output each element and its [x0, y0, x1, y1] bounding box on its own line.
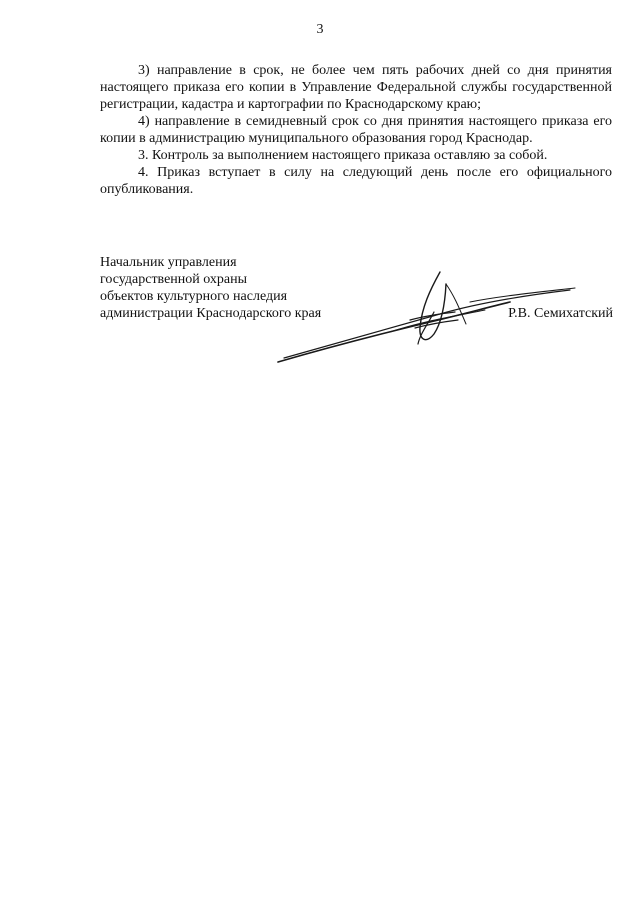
paragraph-effective-date: 4. Приказ вступает в силу на следующий день после его официального опубликования.: [100, 165, 612, 197]
signer-position-line: администрации Краснодарского края: [100, 306, 322, 321]
page-number: 3: [316, 22, 324, 37]
signer-position-line: Начальник управления: [100, 255, 237, 270]
paragraph-item-4: 4) направление в семидневный срок со дня принятия настоящего приказа его копии в администрацию муниципального образования город Краснодар.: [100, 114, 612, 146]
paragraph-control: 3. Контроль за выполнением настоящего приказа оставляю за собой.: [138, 148, 548, 163]
signer-position-line: объектов культурного наследия: [100, 289, 288, 304]
paragraph-item-3: 3) направление в срок, не более чем пять рабочих дней со дня принятия настоящего приказа его копии в Управление Федеральной службы государственной регистрации, кадастра и картографии по Краснодарскому краю;: [100, 63, 612, 112]
signer-position-line: государственной охраны: [100, 272, 248, 287]
document-body: [100, 62, 612, 198]
signer-name: Р.В. Семихатский: [508, 306, 613, 321]
